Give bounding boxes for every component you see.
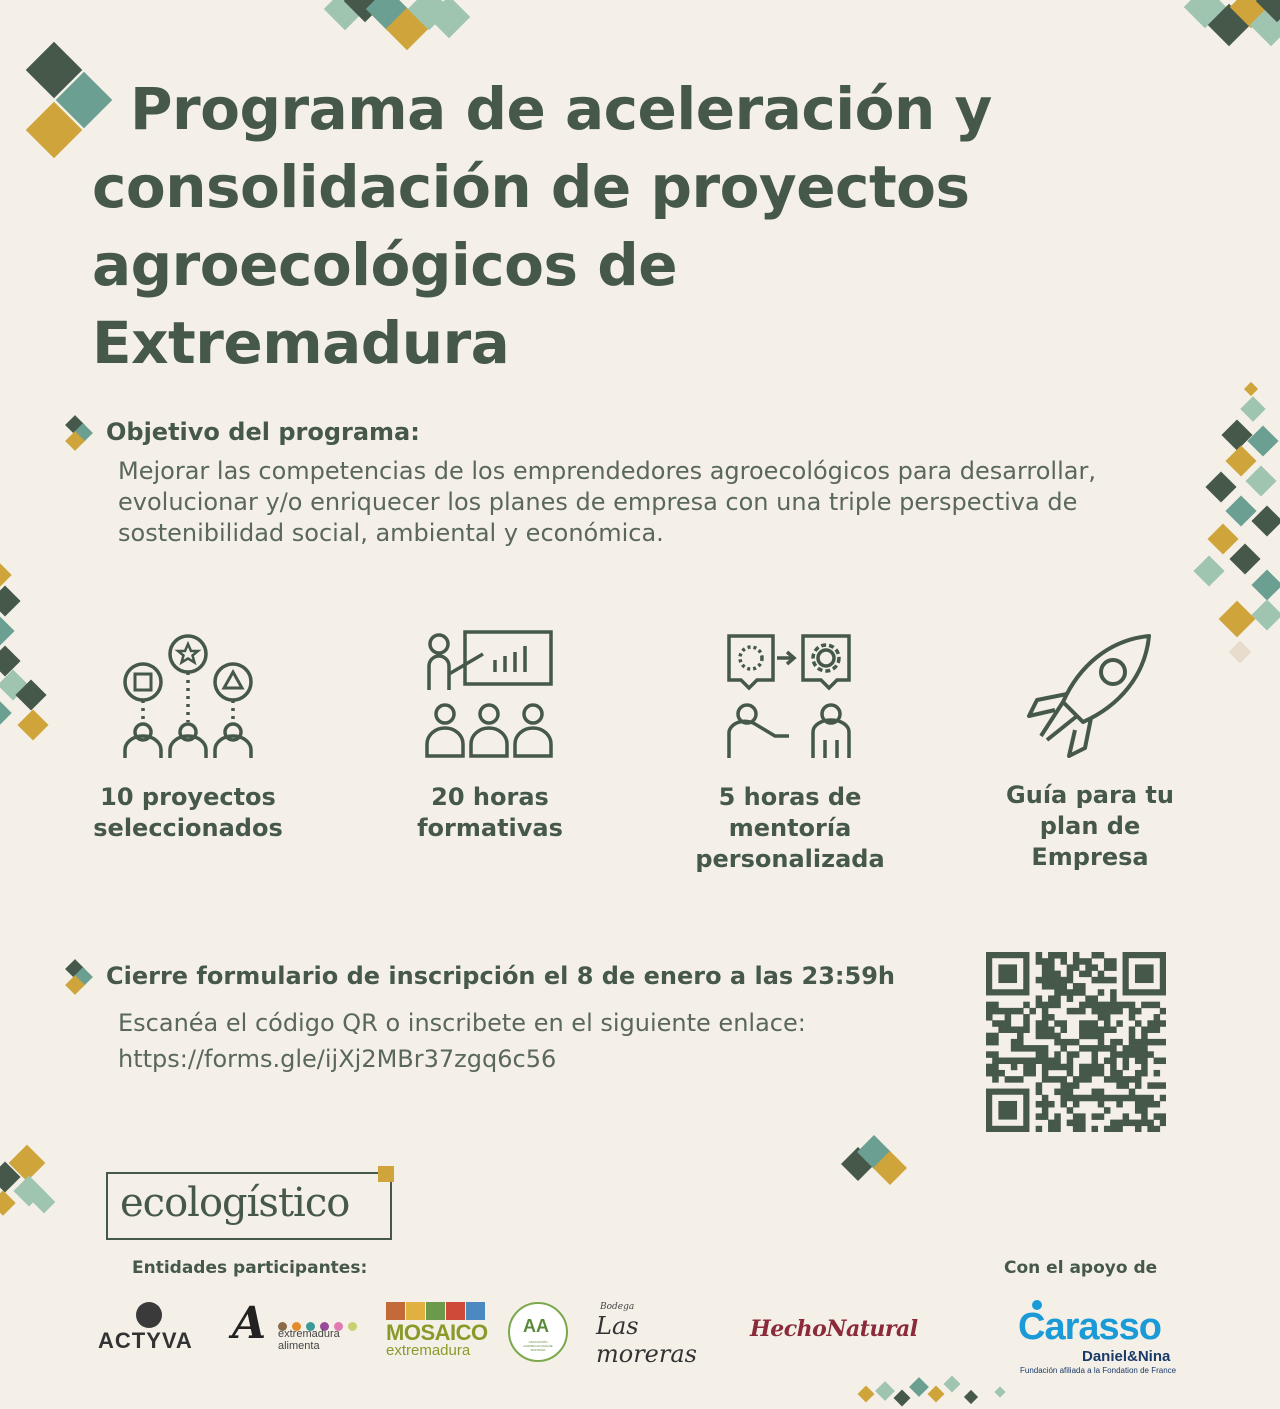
title-line: consolidación de proyectos [92, 153, 970, 221]
bullet-diamond-icon [64, 958, 90, 998]
extremadura-alimenta-logo [232, 1298, 362, 1354]
feature-mentoring [650, 634, 930, 875]
logo-text: Las moreras [596, 1312, 697, 1368]
title-line: Extremadura [92, 309, 510, 377]
feature-label: 20 horas formativas [417, 783, 563, 842]
logo-subtext: ASOCIACIÓN AGROECOLOGÍA DE MONTAÑA [523, 1340, 553, 1352]
page-title [92, 70, 1172, 382]
logo-subtext: alimenta [278, 1340, 320, 1352]
logo-text: ACTYVA [98, 1328, 193, 1353]
actyva-logo [98, 1302, 202, 1372]
las-moreras-logo [596, 1302, 728, 1368]
feature-hours [350, 630, 630, 844]
logo-text: HechoNatural [750, 1316, 918, 1342]
registration-link[interactable]: https://forms.gle/ijXj2MBr37zgq6c56 [118, 1045, 557, 1073]
registration-heading: Cierre formulario de inscripción el 8 de enero a las 23:59h [106, 962, 896, 990]
objective-text: Mejorar las competencias de los emprendedores agroecológicos para desarrollar, evolucionar y/o enriquecer los planes de empresa con una triple perspectiva de sostenibilidad social, ambiental y económica. [118, 457, 1096, 547]
agroecologia-montana-logo [508, 1302, 568, 1362]
hechonatural-logo [750, 1316, 920, 1352]
feature-label: 5 horas de mentoría personalizada [695, 783, 885, 873]
feature-projects [48, 632, 328, 844]
carasso-logo [1018, 1300, 1188, 1380]
ecologistico-logo [106, 1172, 392, 1240]
mosaico-logo [386, 1302, 486, 1360]
registration-instructions: Escanéa el código QR o inscribete en el siguiente enlace: [118, 1009, 806, 1037]
logo-subtext: Daniel&Nina [1082, 1348, 1171, 1365]
mentoring-icon [727, 634, 853, 760]
logo-tagline: Fundación afiliada a la Fondation de France [1020, 1366, 1177, 1375]
feature-label: Guía para tu plan de Empresa [1006, 781, 1174, 871]
title-line: agroecológicos de [92, 231, 678, 299]
participants-heading: Entidades participantes: [132, 1258, 368, 1278]
logo-text: Carasso [1018, 1306, 1161, 1348]
support-heading: Con el apoyo de [1004, 1258, 1158, 1278]
logo-subtext: extremadura [386, 1342, 471, 1359]
presentation-icon [425, 630, 555, 760]
logo-pretext: Bodega [600, 1302, 635, 1312]
bullet-diamond-icon [64, 414, 90, 454]
feature-guide [950, 632, 1230, 873]
people-network-icon [123, 632, 253, 760]
logo-text: A [232, 1298, 267, 1349]
logo-text: MOSAICO [386, 1320, 488, 1345]
rocket-icon [1027, 632, 1153, 758]
title-line: Programa de aceleración y [130, 75, 992, 143]
logo-subtext: extremadura [278, 1328, 340, 1340]
objective-heading: Objetivo del programa: [106, 418, 420, 446]
logo-text: AA [523, 1316, 549, 1336]
arrow-icon [378, 1166, 394, 1182]
brand-name: ecologístico [120, 1180, 350, 1226]
feature-label: 10 proyectos seleccionados [93, 783, 283, 842]
qr-code-icon[interactable] [986, 952, 1166, 1132]
